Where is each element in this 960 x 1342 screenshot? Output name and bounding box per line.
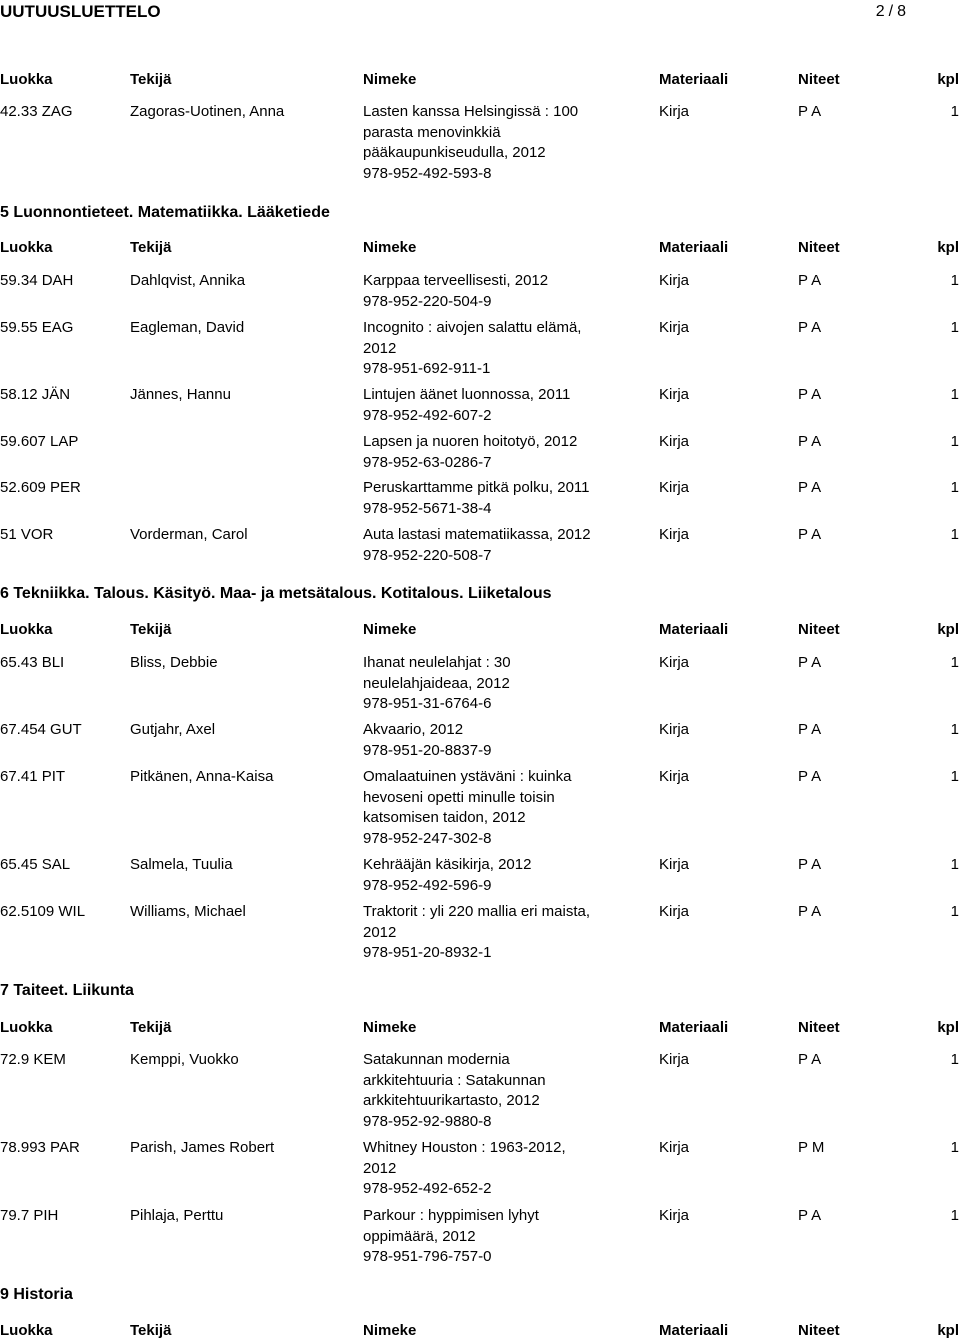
cell-materiaali: Kirja <box>659 526 690 543</box>
cell-nimeke <box>363 720 625 761</box>
cell-tekija: Jännes, Hannu <box>130 386 231 403</box>
cell-kpl: 1 <box>950 903 959 920</box>
cell-luokka: 59.34 DAH <box>0 272 74 289</box>
column-header-niteet: Niteet <box>798 71 840 88</box>
column-header-kpl: kpl <box>937 621 959 638</box>
nimeke-line: 978-951-31-6764-6 <box>363 695 492 712</box>
nimeke-line: 978-951-20-8837-9 <box>363 741 492 759</box>
cell-tekija: Williams, Michael <box>130 903 246 920</box>
nimeke-line: 978-952-492-593-8 <box>363 164 492 182</box>
nimeke-line: 978-952-492-607-2 <box>363 406 492 424</box>
column-header-kpl: kpl <box>937 1322 959 1339</box>
nimeke-line: 2012 <box>363 1159 397 1177</box>
nimeke-line: 978-951-692-911-1 <box>363 360 491 377</box>
cell-kpl: 1 <box>950 526 959 543</box>
cell-nimeke <box>363 385 625 426</box>
cell-tekija: Zagoras-Uotinen, Anna <box>130 103 285 120</box>
column-header-tekija: Tekijä <box>130 1322 172 1339</box>
column-header-kpl: kpl <box>937 239 959 256</box>
cell-niteet: P A <box>798 433 822 450</box>
column-header-row <box>0 1018 960 1038</box>
column-header-niteet: Niteet <box>798 621 840 638</box>
cell-niteet: P A <box>798 319 822 336</box>
nimeke-line: Omalaatuinen ystäväni : kuinka <box>363 768 572 785</box>
cell-luokka: 62.5109 WIL <box>0 903 86 920</box>
cell-materiaali: Kirja <box>659 1207 690 1224</box>
column-header-luokka: Luokka <box>0 71 53 88</box>
cell-nimeke <box>363 478 625 519</box>
nimeke-line: Auta lastasi matematiikassa, 2012 <box>363 526 591 543</box>
cell-luokka: 67.454 GUT <box>0 721 82 738</box>
cell-luokka: 42.33 ZAG <box>0 103 73 120</box>
cell-materiaali: Kirja <box>659 1051 690 1068</box>
column-header-nimeke: Nimeke <box>363 621 417 638</box>
column-header-materiaali: Materiaali <box>659 1322 729 1339</box>
cell-tekija: Dahlqvist, Annika <box>130 272 246 289</box>
nimeke-line: Lintujen äänet luonnossa, 2011 <box>363 386 571 403</box>
nimeke-line: Incognito : aivojen salattu elämä, <box>363 319 582 336</box>
cell-niteet: P A <box>798 903 822 920</box>
nimeke-line: 2012 <box>363 339 397 357</box>
cell-materiaali: Kirja <box>659 903 690 920</box>
nimeke-line: Ihanat neulelahjat : 30 <box>363 654 511 671</box>
cell-niteet: P M <box>798 1139 825 1156</box>
column-header-tekija: Tekijä <box>130 71 172 88</box>
column-header-tekija: Tekijä <box>130 1019 172 1036</box>
column-header-materiaali: Materiaali <box>659 71 729 88</box>
nimeke-line: Satakunnan modernia <box>363 1051 510 1068</box>
cell-kpl: 1 <box>950 103 959 120</box>
page-total: 8 <box>897 3 906 20</box>
column-header-nimeke: Nimeke <box>363 71 417 88</box>
nimeke-line: hevoseni opetti minulle toisin <box>363 788 555 806</box>
cell-nimeke <box>363 855 625 896</box>
cell-tekija: Pihlaja, Perttu <box>130 1207 224 1224</box>
cell-luokka: 79.7 PIH <box>0 1207 59 1224</box>
nimeke-line: 978-952-220-504-9 <box>363 292 492 310</box>
nimeke-line: Lapsen ja nuoren hoitotyö, 2012 <box>363 433 578 450</box>
column-header-row <box>0 620 960 640</box>
nimeke-line: 978-952-492-652-2 <box>363 1180 492 1197</box>
nimeke-line: 978-951-796-757-0 <box>363 1248 492 1265</box>
cell-nimeke <box>363 102 625 184</box>
cell-niteet: P A <box>798 272 822 289</box>
nimeke-line: 978-952-63-0286-7 <box>363 453 492 471</box>
cell-kpl: 1 <box>950 1051 959 1068</box>
cell-nimeke <box>363 767 625 849</box>
cell-luokka: 65.45 SAL <box>0 856 71 873</box>
column-header-nimeke: Nimeke <box>363 1019 417 1036</box>
cell-materiaali: Kirja <box>659 433 690 450</box>
column-header-row <box>0 1321 960 1341</box>
cell-materiaali: Kirja <box>659 721 690 738</box>
column-header-materiaali: Materiaali <box>659 239 729 256</box>
cell-kpl: 1 <box>950 1139 959 1156</box>
cell-kpl: 1 <box>950 856 959 873</box>
nimeke-line: arkkitehtuurikartasto, 2012 <box>363 1092 540 1109</box>
nimeke-line: Peruskarttamme pitkä polku, 2011 <box>363 479 590 496</box>
section-heading: 7 Taiteet. Liikunta <box>0 982 134 999</box>
cell-materiaali: Kirja <box>659 654 690 671</box>
nimeke-line: 978-952-5671-38-4 <box>363 499 492 517</box>
nimeke-line: oppimäärä, 2012 <box>363 1227 476 1245</box>
cell-kpl: 1 <box>950 272 959 289</box>
column-header-nimeke: Nimeke <box>363 1322 417 1339</box>
cell-materiaali: Kirja <box>659 856 690 873</box>
cell-tekija: Gutjahr, Axel <box>130 721 216 738</box>
cell-luokka: 65.43 BLI <box>0 654 65 671</box>
column-header-luokka: Luokka <box>0 1322 53 1339</box>
cell-tekija: Eagleman, David <box>130 319 245 336</box>
column-header-tekija: Tekijä <box>130 239 172 256</box>
column-header-kpl: kpl <box>937 1019 959 1036</box>
cell-niteet: P A <box>798 386 822 403</box>
column-header-materiaali: Materiaali <box>659 621 729 638</box>
cell-materiaali: Kirja <box>659 103 690 120</box>
cell-materiaali: Kirja <box>659 768 690 785</box>
cell-materiaali: Kirja <box>659 386 690 403</box>
cell-nimeke <box>363 1050 625 1132</box>
cell-kpl: 1 <box>950 479 959 496</box>
cell-kpl: 1 <box>950 433 959 450</box>
cell-nimeke <box>363 1206 625 1268</box>
cell-luokka: 58.12 JÄN <box>0 386 71 403</box>
cell-tekija: Bliss, Debbie <box>130 654 218 671</box>
cell-niteet: P A <box>798 103 822 120</box>
nimeke-line: 2012 <box>363 923 397 941</box>
cell-materiaali: Kirja <box>659 319 690 336</box>
nimeke-line: Lasten kanssa Helsingissä : 100 <box>363 103 579 120</box>
cell-luokka: 67.41 PIT <box>0 768 66 785</box>
cell-niteet: P A <box>798 856 822 873</box>
column-header-niteet: Niteet <box>798 239 840 256</box>
page-number <box>876 2 906 23</box>
cell-luokka: 59.55 EAG <box>0 319 74 336</box>
page-current: 2 <box>875 3 885 20</box>
section-heading: 5 Luonnontieteet. Matematiikka. Lääketiede <box>0 204 330 221</box>
cell-materiaali: Kirja <box>659 272 690 289</box>
cell-niteet: P A <box>798 1051 822 1068</box>
column-header-tekija: Tekijä <box>130 621 172 638</box>
column-header-row <box>0 238 960 258</box>
page-separator: / <box>888 3 894 20</box>
cell-tekija: Pitkänen, Anna-Kaisa <box>130 768 274 785</box>
cell-tekija: Parish, James Robert <box>130 1139 275 1156</box>
nimeke-line: 978-952-92-9880-8 <box>363 1112 492 1130</box>
cell-nimeke <box>363 432 625 473</box>
cell-niteet: P A <box>798 479 822 496</box>
column-header-row <box>0 70 960 90</box>
cell-nimeke <box>363 1138 625 1200</box>
nimeke-line: Whitney Houston : 1963-2012, <box>363 1139 566 1156</box>
cell-luokka: 59.607 LAP <box>0 433 79 450</box>
cell-kpl: 1 <box>950 386 959 403</box>
column-header-luokka: Luokka <box>0 239 53 256</box>
cell-luokka: 52.609 PER <box>0 479 81 496</box>
nimeke-line: parasta menovinkkiä <box>363 123 501 141</box>
column-header-materiaali: Materiaali <box>659 1019 729 1036</box>
column-header-niteet: Niteet <box>798 1322 840 1339</box>
cell-tekija: Kemppi, Vuokko <box>130 1051 239 1068</box>
cell-niteet: P A <box>798 721 822 738</box>
cell-niteet: P A <box>798 768 822 785</box>
cell-tekija: Vorderman, Carol <box>130 526 248 543</box>
cell-nimeke <box>363 902 625 964</box>
nimeke-line: 978-952-247-302-8 <box>363 829 492 847</box>
nimeke-line: arkkitehtuuria : Satakunnan <box>363 1071 546 1089</box>
nimeke-line: pääkaupunkiseudulla, 2012 <box>363 144 546 161</box>
column-header-luokka: Luokka <box>0 621 53 638</box>
section-heading: 6 Tekniikka. Talous. Käsityö. Maa- ja metsätalous. Kotitalous. Liiketalous <box>0 585 552 602</box>
nimeke-line: katsomisen taidon, 2012 <box>363 809 526 826</box>
cell-luokka: 51 VOR <box>0 526 54 543</box>
cell-luokka: 72.9 KEM <box>0 1051 66 1068</box>
cell-kpl: 1 <box>950 768 959 785</box>
column-header-kpl: kpl <box>937 71 959 88</box>
nimeke-line: Karppaa terveellisesti, 2012 <box>363 272 549 289</box>
section-heading: 9 Historia <box>0 1286 73 1303</box>
cell-nimeke <box>363 271 625 312</box>
cell-nimeke <box>363 525 625 566</box>
nimeke-line: 978-952-492-596-9 <box>363 876 492 894</box>
nimeke-line: 978-952-220-508-7 <box>363 546 492 564</box>
cell-nimeke <box>363 318 625 380</box>
cell-niteet: P A <box>798 654 822 671</box>
cell-kpl: 1 <box>950 319 959 336</box>
cell-kpl: 1 <box>950 721 959 738</box>
nimeke-line: 978-951-20-8932-1 <box>363 944 492 961</box>
nimeke-line: Kehrääjän käsikirja, 2012 <box>363 856 532 873</box>
nimeke-line: Traktorit : yli 220 mallia eri maista, <box>363 903 591 920</box>
column-header-niteet: Niteet <box>798 1019 840 1036</box>
cell-kpl: 1 <box>950 654 959 671</box>
cell-niteet: P A <box>798 526 822 543</box>
cell-luokka: 78.993 PAR <box>0 1139 80 1156</box>
nimeke-line: Parkour : hyppimisen lyhyt <box>363 1207 539 1224</box>
column-header-nimeke: Nimeke <box>363 239 417 256</box>
cell-materiaali: Kirja <box>659 1139 690 1156</box>
nimeke-line: Akvaario, 2012 <box>363 721 464 738</box>
cell-niteet: P A <box>798 1207 822 1224</box>
nimeke-line: neulelahjaideaa, 2012 <box>363 674 510 692</box>
cell-nimeke <box>363 653 625 715</box>
catalog-title: UUTUUSLUETTELO <box>0 2 161 21</box>
cell-materiaali: Kirja <box>659 479 690 496</box>
column-header-luokka: Luokka <box>0 1019 53 1036</box>
cell-tekija: Salmela, Tuulia <box>130 856 233 873</box>
cell-kpl: 1 <box>950 1207 959 1224</box>
